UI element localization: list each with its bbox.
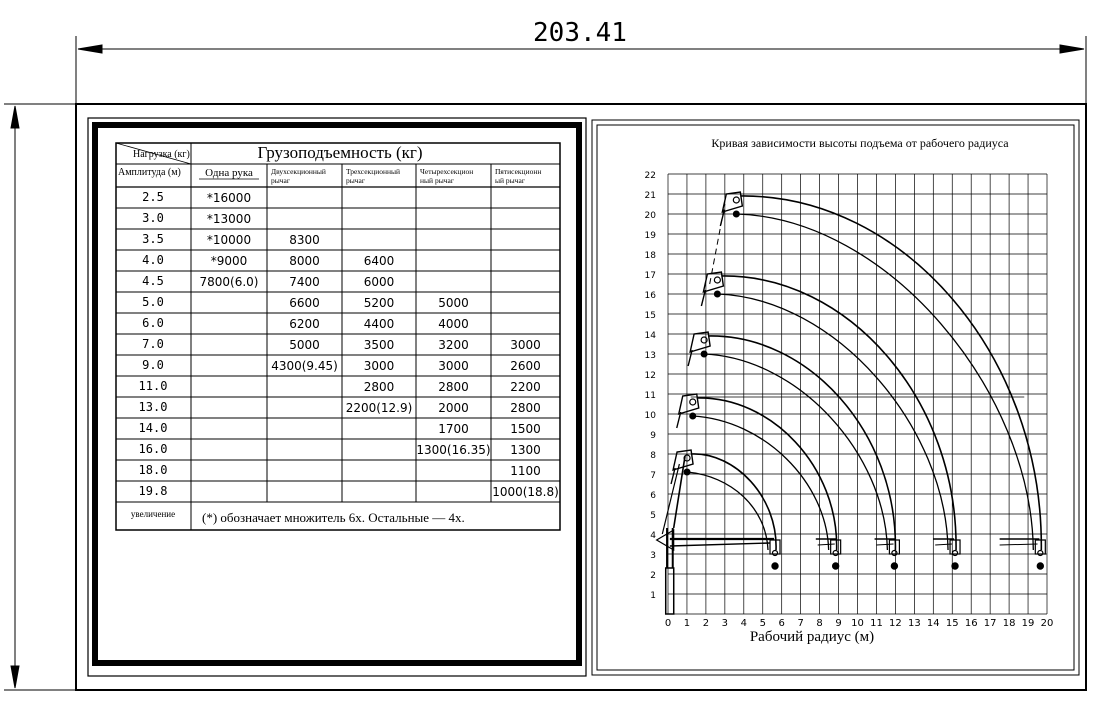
end-hook — [1035, 540, 1045, 554]
capacity-cell: 1000(18.8) — [492, 485, 559, 499]
column-header: ый рычаг — [495, 176, 525, 185]
y-tick-label: 2 — [650, 571, 656, 581]
y-tick-label: 11 — [644, 391, 656, 401]
x-tick-label: 8 — [816, 618, 823, 629]
x-tick-label: 0 — [664, 618, 672, 629]
column-header: рычаг — [346, 176, 365, 185]
x-tick-label: 17 — [983, 618, 997, 629]
amplitude-value: 3.5 — [142, 232, 164, 246]
column-header: ный рычаг — [420, 176, 454, 185]
x-tick-label: 5 — [759, 618, 766, 629]
y-tick-label: 8 — [650, 451, 656, 461]
capacity-cell: 4000 — [438, 317, 469, 331]
amplitude-value: 18.0 — [138, 463, 168, 477]
capacity-cell: 5000 — [438, 296, 469, 310]
y-tick-label: 17 — [644, 271, 656, 281]
capacity-cell: 6000 — [363, 275, 395, 289]
lift-curve-inner — [704, 354, 887, 550]
chart-panel — [592, 120, 1079, 675]
boom-position-1 — [671, 450, 780, 569]
boom-position-4 — [701, 272, 960, 569]
end-hook — [831, 540, 841, 554]
x-axis-label: Рабочий радиус (м) — [749, 629, 875, 645]
capacity-cell: 7400 — [289, 275, 320, 289]
x-tick-label: 7 — [797, 618, 804, 629]
end-point — [891, 563, 897, 569]
table-panel — [88, 118, 586, 676]
capacity-cell: *13000 — [206, 212, 252, 226]
column-header: Двухсекционный — [271, 167, 326, 176]
amplitude-value: 6.0 — [142, 316, 164, 330]
y-tick-label: 16 — [644, 291, 656, 301]
capacity-cell: 1100 — [510, 464, 541, 478]
x-tick-label: 20 — [1040, 618, 1054, 629]
footer-label: увеличение — [130, 509, 176, 519]
capacity-cell: 2200 — [510, 380, 541, 394]
amplitude-value: 2.5 — [142, 190, 164, 204]
column-header: Четырехсекцион — [420, 167, 474, 176]
y-tick-label: 12 — [644, 371, 656, 381]
amplitude-value: 9.0 — [142, 358, 164, 372]
chart-title: Кривая зависимости высоты подъема от рабочего радиуса — [711, 136, 1009, 150]
amplitude-value: 4.5 — [142, 274, 164, 288]
capacity-cell: 8300 — [289, 233, 320, 247]
crane-body — [657, 204, 1040, 614]
dimension-annotation — [4, 36, 1086, 690]
y-tick-label: 6 — [650, 491, 656, 501]
capacity-cell: 2800 — [438, 380, 469, 394]
y-tick-label: 13 — [644, 351, 656, 361]
amplitude-value: 5.0 — [142, 295, 164, 309]
x-tick-label: 15 — [945, 618, 959, 629]
x-tick-label: 16 — [964, 618, 978, 629]
end-point — [832, 563, 838, 569]
load-table — [116, 143, 560, 530]
x-tick-label: 12 — [889, 618, 902, 629]
amplitude-value: 19.8 — [138, 484, 168, 498]
capacity-cell: 1300 — [510, 443, 541, 457]
lift-curve-inner — [736, 214, 1033, 550]
y-tick-label: 9 — [650, 431, 656, 441]
capacity-cell: 6400 — [363, 254, 395, 268]
capacity-cell: 3000 — [438, 359, 469, 373]
capacity-cell: 6600 — [289, 296, 320, 310]
capacity-cell: *16000 — [206, 191, 252, 205]
x-tick-label: 14 — [926, 618, 940, 629]
column-header: Трехсекционный — [346, 167, 401, 176]
y-tick-label: 18 — [644, 251, 656, 261]
end-point — [952, 563, 958, 569]
boom-head — [703, 272, 723, 292]
end-point — [1037, 563, 1043, 569]
y-tick-label: 3 — [650, 551, 656, 561]
boom-head — [722, 192, 742, 212]
capacity-cell: 4300(9.45) — [271, 359, 338, 373]
capacity-cell: 7800(6.0) — [199, 275, 259, 289]
amplitude-value: 13.0 — [138, 400, 168, 414]
x-tick-label: 4 — [740, 618, 747, 629]
x-tick-label: 9 — [835, 618, 842, 629]
y-tick-label: 21 — [644, 191, 656, 201]
capacity-cell: 5000 — [289, 338, 320, 352]
capacity-cell: 5200 — [363, 296, 395, 310]
capacity-cell: 3500 — [363, 338, 395, 352]
amplitude-value: 3.0 — [142, 211, 164, 225]
y-tick-label: 4 — [650, 531, 656, 541]
x-tick-label: 10 — [851, 618, 864, 629]
amplitude-value: 14.0 — [138, 421, 168, 435]
capacity-cell: 1500 — [510, 422, 541, 436]
multiplier-note: (*) обозначает множитель 6x. Остальные — 4x. — [202, 510, 465, 525]
x-tick-label: 19 — [1021, 618, 1035, 629]
y-tick-label: 19 — [644, 231, 656, 241]
capacity-cell: *9000 — [210, 254, 248, 268]
column-header: Одна рука — [205, 167, 253, 179]
dimension-label: 203.41 — [533, 18, 627, 48]
amplitude-value: 7.0 — [142, 337, 164, 351]
capacity-cell: *10000 — [206, 233, 252, 247]
capacity-cell: 2800 — [363, 380, 395, 394]
x-tick-label: 2 — [702, 618, 710, 629]
column-header: Пятисекционн — [495, 167, 542, 176]
capacity-cell: 2800 — [510, 401, 541, 415]
y-tick-label: 20 — [644, 211, 656, 221]
lift-curve-inner — [693, 416, 829, 550]
y-tick-label: 7 — [650, 471, 656, 481]
y-tick-label: 22 — [644, 171, 656, 181]
capacity-cell: 3200 — [438, 338, 469, 352]
x-tick-label: 18 — [1002, 618, 1016, 629]
capacity-cell: 3000 — [363, 359, 395, 373]
lift-height-chart — [645, 171, 1054, 629]
x-tick-label: 11 — [870, 618, 883, 629]
boom-head — [673, 450, 693, 470]
capacity-cell: 4400 — [363, 317, 395, 331]
x-tick-label: 6 — [778, 618, 785, 629]
capacity-title: Грузоподъемность (кг) — [257, 143, 423, 162]
load-header: Нагрузка (кг) — [133, 149, 190, 160]
capacity-cell: 2200(12.9) — [345, 401, 413, 415]
capacity-cell: 3000 — [510, 338, 541, 352]
end-point — [772, 563, 778, 569]
capacity-cell: 2600 — [510, 359, 541, 373]
boom-head — [690, 332, 710, 352]
amplitude-header: Амплитуда (м) — [118, 167, 181, 178]
capacity-cell: 6200 — [289, 317, 320, 331]
x-tick-label: 13 — [907, 618, 921, 629]
amplitude-value: 11.0 — [138, 379, 168, 393]
y-tick-label: 5 — [650, 511, 656, 521]
x-tick-label: 3 — [721, 618, 729, 629]
amplitude-value: 16.0 — [138, 442, 168, 456]
x-tick-label: 1 — [683, 618, 691, 629]
lift-curve — [691, 454, 776, 550]
end-hook — [950, 540, 960, 554]
y-tick-label: 10 — [644, 411, 656, 421]
capacity-cell: 1300(16.35) — [416, 443, 491, 457]
capacity-cell: 2000 — [438, 401, 469, 415]
end-hook — [889, 540, 899, 554]
amplitude-value: 4.0 — [142, 253, 164, 267]
y-tick-label: 14 — [644, 331, 656, 341]
y-tick-label: 1 — [650, 591, 656, 601]
column-header: рычаг — [271, 176, 290, 185]
end-hook — [770, 540, 780, 554]
capacity-cell: 1700 — [438, 422, 469, 436]
capacity-cell: 8000 — [289, 254, 320, 268]
y-tick-label: 15 — [644, 311, 656, 321]
